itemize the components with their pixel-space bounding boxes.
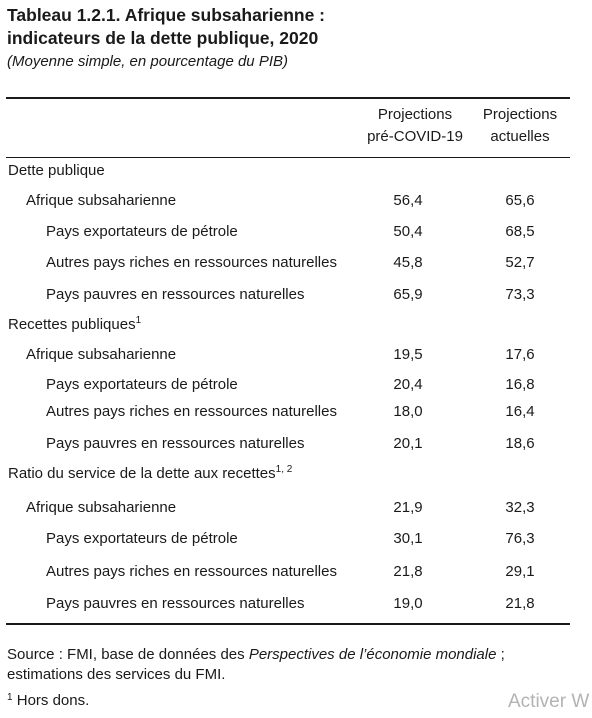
row-label — [46, 220, 238, 244]
table-section-row — [0, 159, 592, 183]
row-label — [26, 496, 176, 520]
table-top-rule — [6, 97, 570, 99]
row-label — [46, 432, 304, 456]
cell-pre-covid: 65,9 — [393, 286, 423, 303]
row-label-text: Dette publique — [8, 162, 105, 179]
table-row — [0, 496, 592, 520]
table-row — [0, 527, 592, 551]
row-label-text: Afrique subsaharienne — [26, 346, 177, 363]
column-header-pre-covid-line-1: Projections — [377, 106, 453, 123]
column-header-current-line-1: Projections — [482, 106, 558, 123]
row-label — [46, 283, 304, 307]
cell-current: 73,3 — [505, 286, 535, 303]
row-label-text: Pays pauvres en ressources naturelles — [46, 595, 305, 612]
source-note-suffix: ; estimations des services du FMI. — [7, 646, 505, 683]
cell-current: 18,6 — [505, 435, 535, 452]
table-row — [0, 220, 592, 244]
cell-pre-covid: 20,4 — [393, 376, 423, 393]
row-label-text: Recettes publiques — [8, 316, 136, 333]
cell-current: 17,6 — [505, 346, 535, 363]
cell-current: 76,3 — [505, 530, 535, 547]
table-subtitle: (Moyenne simple, en pourcentage du PIB) — [7, 53, 288, 70]
footnote-reference: 1 — [135, 315, 142, 326]
cell-current: 68,5 — [505, 223, 535, 240]
cell-pre-covid: 18,0 — [393, 403, 423, 420]
cell-current: 65,6 — [505, 192, 535, 209]
row-label — [46, 251, 337, 275]
table-row — [0, 560, 592, 584]
table-row — [0, 343, 592, 367]
row-label-text: Autres pays riches en ressources naturelles — [46, 403, 337, 420]
row-label — [46, 373, 238, 397]
table-title — [7, 4, 567, 50]
cell-current: 32,3 — [505, 499, 535, 516]
table-row — [0, 251, 592, 275]
row-label — [8, 462, 292, 486]
table-row — [0, 283, 592, 307]
activation-watermark: Activer W — [508, 691, 590, 712]
cell-pre-covid: 19,0 — [393, 595, 423, 612]
cell-pre-covid: 56,4 — [393, 192, 423, 209]
row-label-text: Ratio du service de la dette aux recettes — [8, 465, 276, 482]
row-label — [8, 313, 141, 337]
row-label-text: Pays exportateurs de pétrole — [46, 376, 238, 393]
row-label-text: Pays exportateurs de pétrole — [46, 223, 238, 240]
cell-pre-covid: 20,1 — [393, 435, 423, 452]
footnote-mark: 1 — [7, 692, 13, 703]
column-header-pre-covid-line-2: pré-COVID-19 — [367, 128, 463, 145]
table-bottom-rule — [6, 623, 570, 625]
table-section-row — [0, 462, 592, 486]
row-label-text: Pays exportateurs de pétrole — [46, 530, 238, 547]
row-label — [8, 159, 105, 183]
cell-pre-covid: 30,1 — [393, 530, 423, 547]
source-note — [7, 645, 547, 685]
column-header-pre-covid — [350, 104, 480, 148]
table-row — [0, 373, 592, 397]
table-row — [0, 592, 592, 616]
row-label-text: Pays pauvres en ressources naturelles — [46, 286, 305, 303]
row-label — [46, 592, 304, 616]
column-header-current-line-2: actuelles — [490, 128, 550, 145]
row-label-text: Autres pays riches en ressources naturelles — [46, 563, 337, 580]
row-label — [46, 527, 238, 551]
cell-pre-covid: 50,4 — [393, 223, 423, 240]
cell-current: 16,8 — [505, 376, 535, 393]
footnote-reference: 1, 2 — [275, 464, 293, 475]
source-note-publication: Perspectives de l’économie mondiale — [248, 646, 497, 663]
footnote-text: Hors dons. — [12, 692, 90, 709]
table-title-line-1: Tableau 1.2.1. Afrique subsaharienne : — [7, 5, 326, 25]
table-row — [0, 432, 592, 456]
row-label-text: Afrique subsaharienne — [26, 499, 177, 516]
column-header-current — [470, 104, 570, 148]
row-label — [26, 189, 176, 213]
table-header-rule — [6, 157, 570, 158]
cell-current: 29,1 — [505, 563, 535, 580]
row-label-text: Pays pauvres en ressources naturelles — [46, 435, 305, 452]
source-note-prefix: Source : FMI, base de données des — [7, 646, 249, 663]
cell-pre-covid: 45,8 — [393, 254, 423, 271]
table-section-row — [0, 313, 592, 337]
table-title-line-2: indicateurs de la dette publique, 2020 — [7, 28, 319, 48]
cell-pre-covid: 19,5 — [393, 346, 423, 363]
row-label — [46, 400, 337, 424]
row-label-text: Afrique subsaharienne — [26, 192, 177, 209]
footnote — [7, 691, 89, 711]
cell-current: 16,4 — [505, 403, 535, 420]
table-row — [0, 400, 592, 424]
cell-current: 21,8 — [505, 595, 535, 612]
table-row — [0, 189, 592, 213]
cell-pre-covid: 21,9 — [393, 499, 423, 516]
row-label — [26, 343, 176, 367]
cell-current: 52,7 — [505, 254, 535, 271]
cell-pre-covid: 21,8 — [393, 563, 423, 580]
row-label-text: Autres pays riches en ressources naturelles — [46, 254, 337, 271]
row-label — [46, 560, 337, 584]
